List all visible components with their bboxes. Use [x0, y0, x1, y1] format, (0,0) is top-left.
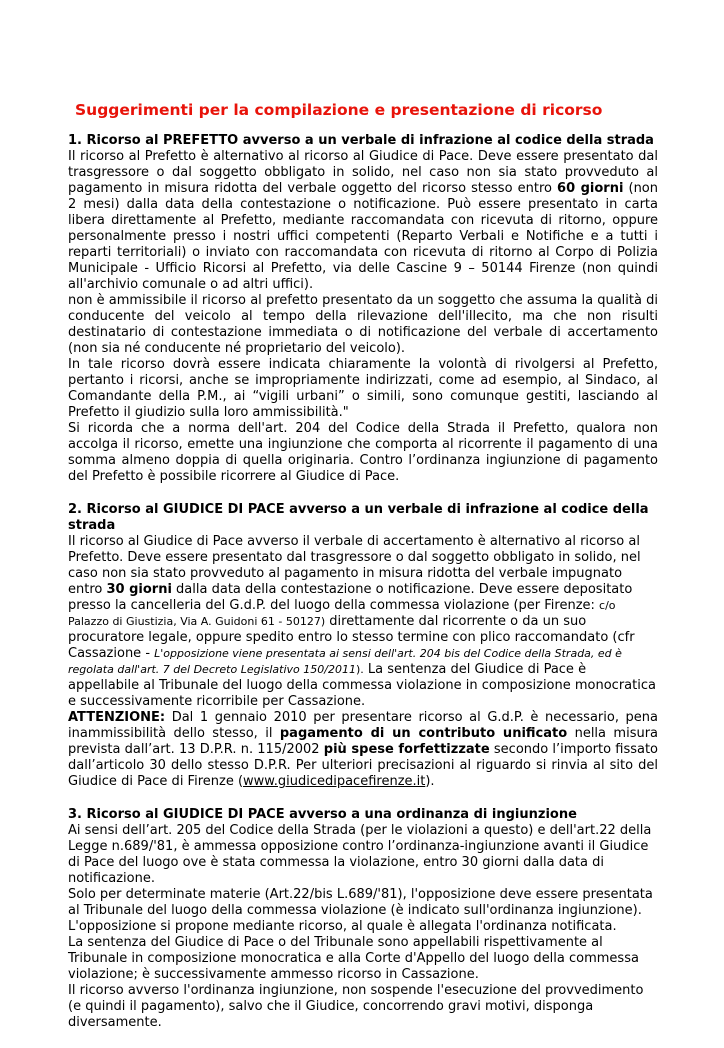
giudice-di-pace-link[interactable]: www.giudicedipacefirenze.it — [243, 774, 426, 789]
text-run: Il ricorso al Prefetto è alternativo al ricorso al Giudice di Pace. Deve essere presentato dal trasgressore o dal soggetto obbligato in solido, nel caso non sia stato provveduto al pagamento in misura ridotta del verbale oggetto del ricorso stesso entro — [68, 149, 658, 196]
document-page — [68, 100, 658, 1048]
section-3-paragraph-3: L'opposizione si propone mediante ricorso, al quale è allegata l'ordinanza notificata. — [68, 919, 617, 934]
legal-reference-note: L'opposizione viene presentata ai sensi dell'art. 204 bis del Codice della Strada, ed è regolata dall'art. 7 del Decreto Legislativo 150/2011 — [68, 647, 622, 676]
section-3-paragraph-1: Ai sensi dell’art. 205 del Codice della Strada (per le violazioni a questo) e dell'art.22 della Legge n.689/'81, è ammessa opposizione contro l’ordinanza-ingiunzione avanti il Giudice di Pace del luogo ove è stata commessa la violazione, entro 30 giorni dalla data di notificazione. — [68, 823, 652, 886]
section-prefetto — [68, 133, 658, 485]
attention-label: ATTENZIONE: — [68, 710, 166, 725]
section-3-paragraph-5: Il ricorso avverso l'ordinanza ingiunzione, non sospende l'esecuzione del provvedimento (e quindi il pagamento), salvo che il Giudice, concorrendo gravi motivi, disponga diversamente. — [68, 983, 644, 1030]
text-run: secondo l’importo fissato dall’articolo 30 dello stesso D.P.R. Per ulteriori precisazioni al riguardo si rinvia al sito del Giudice di Pace di Firenze ( — [68, 742, 659, 789]
contributo-unificato: pagamento di un contributo unificato — [279, 726, 568, 741]
section-2-paragraph-1 — [68, 534, 658, 710]
text-run: ). — [355, 663, 364, 676]
section-1-paragraph-2: non è ammissibile il ricorso al prefetto presentato da un soggetto che assuma la qualità di conducente del veicolo al tempo della rilevazione dell'illecito, ma che non risulti destinatario di contestazione immediata o di notificazione del verbale di accertamento (non sia né conducente né proprietario del veicolo). — [68, 293, 658, 356]
section-giudice-verbale — [68, 502, 658, 790]
text-run: dalla data della contestazione o notificazione. Deve essere depositato presso la cancelleria del G.d.P. del luogo della commessa violazione (per Firenze: — [68, 582, 633, 613]
text-run: (non 2 mesi) dalla data della contestazione o notificazione. Può essere presentato in carta libera direttamente al Prefetto, mediante raccomandata con ricevuta di ritorno, oppure personalmente presso i nostri uffici competenti (Reparto Verbali e Notifiche e a tutti i reparti territoriali) o inviato con raccomandata con ricevuta di ritorno al Corpo di Polizia Municipale - Ufficio Ricorsi al Prefetto, via delle Cascine 9 – 50144 Firenze (non quindi all'archivio comunale o ad altri uffici). — [68, 181, 659, 292]
section-2-title: 2. Ricorso al GIUDICE DI PACE avverso a un verbale di infrazione al codice della strada — [68, 502, 649, 533]
text-run: nella misura prevista dall’art. 13 D.P.R. n. 115/2002 — [68, 726, 659, 757]
text-run: La sentenza del Giudice di Pace è appellabile al Tribunale del luogo della commessa violazione in composizione monocratica e successivamente ricorribile per Cassazione. — [68, 662, 656, 709]
spese-forfettizzate: più spese forfettizzate — [323, 742, 490, 757]
section-1-paragraph-1 — [68, 149, 658, 293]
deadline-60-days: 60 giorni — [557, 181, 624, 196]
section-giudice-ordinanza — [68, 807, 658, 1031]
deadline-30-days: 30 giorni — [106, 582, 172, 597]
section-3-paragraph-2: Solo per determinate materie (Art.22/bis L.689/'81), l'opposizione deve essere presentata al Tribunale del luogo della commessa violazione (è indicato sull'ordinanza ingiunzione). — [68, 887, 653, 918]
court-address: c/o Palazzo di Giustizia, Via A. Guidoni 61 - 50127) — [68, 599, 616, 628]
text-run: Dal 1 gennaio 2010 per presentare ricorso al G.d.P. è necessario, pena inammissibilità dello stesso, il — [68, 710, 658, 741]
section-1-paragraph-4: Si ricorda che a norma dell'art. 204 del Codice della Strada il Prefetto, qualora non accolga il ricorso, emette una ingiunzione che comporta al ricorrente il pagamento di una somma almeno doppia di quella originaria. Contro l’ordinanza ingiunzione di pagamento del Prefetto è possibile ricorrere al Giudice di Pace. — [68, 421, 658, 484]
section-1-paragraph-3: In tale ricorso dovrà essere indicata chiaramente la volontà di rivolgersi al Prefetto, pertanto i ricorsi, anche se impropriamente indirizzati, come ad esempio, al Sindaco, al Comandante della P.M., ai “vigili urbani” o simili, sono comunque gestiti, lasciando al Prefetto il giudizio sulla loro ammissibilità." — [68, 357, 658, 420]
text-run: direttamente dal ricorrente o da un suo procuratore legale, oppure spedito entro lo stesso termine con plico raccomandato (cfr Cassazione - — [68, 614, 635, 661]
page-title: Suggerimenti per la compilazione e presentazione di ricorso — [75, 101, 603, 119]
section-3-title: 3. Ricorso al GIUDICE DI PACE avverso a una ordinanza di ingiunzione — [68, 807, 577, 822]
section-2-paragraph-2 — [68, 710, 658, 790]
text-run: Il ricorso al Giudice di Pace avverso il verbale di accertamento è alternativo al ricorso al Prefetto. Deve essere presentato dal trasgressore o dal soggetto obbligato in solido, nel caso non sia stato provveduto al pagamento in misura ridotta del verbale impugnato entro — [68, 534, 641, 597]
section-1-title: 1. Ricorso al PREFETTO avverso a un verbale di infrazione al codice della strada — [68, 133, 654, 148]
text-run: ). — [425, 774, 435, 789]
section-3-paragraph-4: La sentenza del Giudice di Pace o del Tribunale sono appellabili rispettivamente al Tribunale in composizione monocratica e alla Corte d'Appello del luogo della commessa violazione; è successivamente ammesso ricorso in Cassazione. — [68, 935, 639, 982]
